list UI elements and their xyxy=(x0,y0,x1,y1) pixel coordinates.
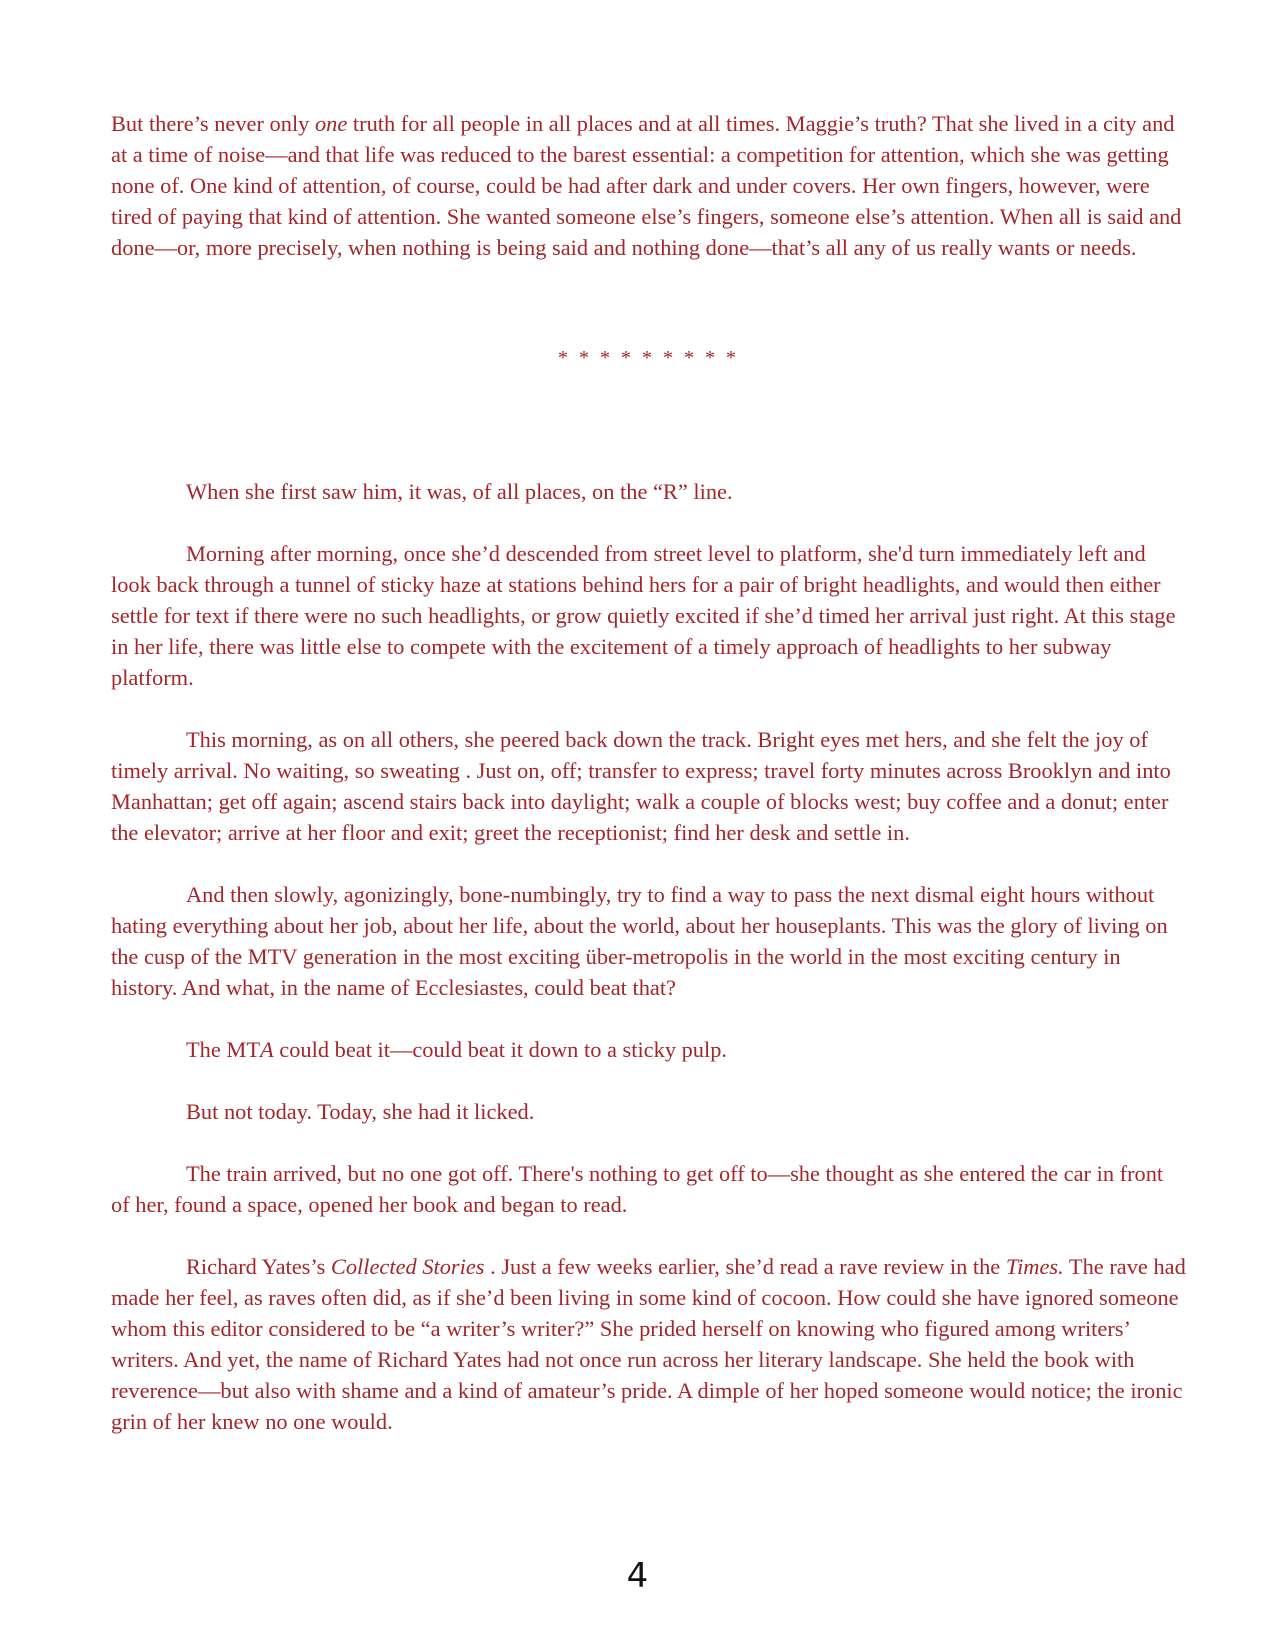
paragraph-1: When she first saw him, it was, of all places, on the “R” line. xyxy=(186,479,733,504)
paragraph-5 xyxy=(111,1034,1186,1065)
paragraph-4: And then slowly, agonizingly, bone-numbingly, try to find a way to pass the next dismal eight hours without hating everything about her job, about her life, about the world, about her houseplants. This was the glory of living on the cusp of the MTV generation in the most exciting über-metropolis in the world in the most exciting century in history. And what, in the name of Ecclesiastes, could beat that? xyxy=(111,882,1168,1000)
section-separator: * * * * * * * * * xyxy=(558,347,739,369)
paragraph-6: But not today. Today, she had it licked. xyxy=(186,1099,535,1124)
paragraph-7: The train arrived, but no one got off. There's nothing to get off to—she thought as she entered the car in front of her, found a space, opened her book and began to read. xyxy=(111,1161,1164,1217)
book-title: Collected Stories xyxy=(330,1254,485,1279)
paragraph-8-text-c: The rave had made her feel, as raves often did, as if she’d been living in some kind of cocoon. How could she have ignored someone whom this editor considered to be “a writer’s writer?” She prided herself on knowing who figured among writers’ writers. And yet, the name of Richard Yates had not once run across her literary landscape. She held the book with reverence—but also with shame and a kind of amateur’s pride. A dimple of her hoped someone would notice; the ironic grin of her knew no one would. xyxy=(111,1254,1186,1434)
intro-emphasis: one xyxy=(314,111,348,136)
newspaper-title: Times. xyxy=(1005,1254,1064,1279)
paragraph-2: Morning after morning, once she’d descended from street level to platform, she'd turn immediately left and look back through a tunnel of sticky haze at stations behind hers for a pair of bright headlights, and would then either settle for text if there were no such headlights, or grow quietly excited if she’d timed her arrival just right. At this stage in her life, there was little else to compete with the excitement of a timely approach of headlights to her subway platform. xyxy=(111,541,1176,690)
paragraph-5-emphasis: A xyxy=(260,1037,274,1062)
document-body xyxy=(111,108,1186,1437)
intro-text-2: truth for all people in all places and at all times. Maggie’s truth? That she lived in a city and at a time of noise—and that life was reduced to the barest essential: a competition for attention, which she was getting none of. One kind of attention, of course, could be had after dark and under covers. Her own fingers, however, were tired of paying that kind of attention. She wanted someone else’s fingers, someone else’s attention. When all is said and done—or, more precisely, when nothing is being said and nothing done—that’s all any of us really wants or needs. xyxy=(111,111,1182,260)
paragraph-5-text-b: could beat it—could beat it down to a sticky pulp. xyxy=(273,1037,728,1062)
paragraph-3: This morning, as on all others, she peered back down the track. Bright eyes met hers, and she felt the joy of timely arrival. No waiting, so sweating . Just on, off; transfer to express; travel forty minutes across Brooklyn and into Manhattan; get off again; ascend stairs back into daylight; walk a couple of blocks west; buy coffee and a donut; enter the elevator; arrive at her floor and exit; greet the receptionist; find her desk and settle in. xyxy=(111,727,1171,845)
intro-paragraph xyxy=(111,108,1186,263)
intro-text-1: But there’s never only xyxy=(111,111,315,136)
paragraph-8 xyxy=(111,1251,1186,1437)
paragraph-8-text-a: Richard Yates’s xyxy=(186,1254,331,1279)
paragraph-8-text-b: . Just a few weeks earlier, she’d read a rave review in the xyxy=(484,1254,1006,1279)
paragraph-5-text-a: The MT xyxy=(186,1037,260,1062)
page-number: 4 xyxy=(626,1556,649,1596)
